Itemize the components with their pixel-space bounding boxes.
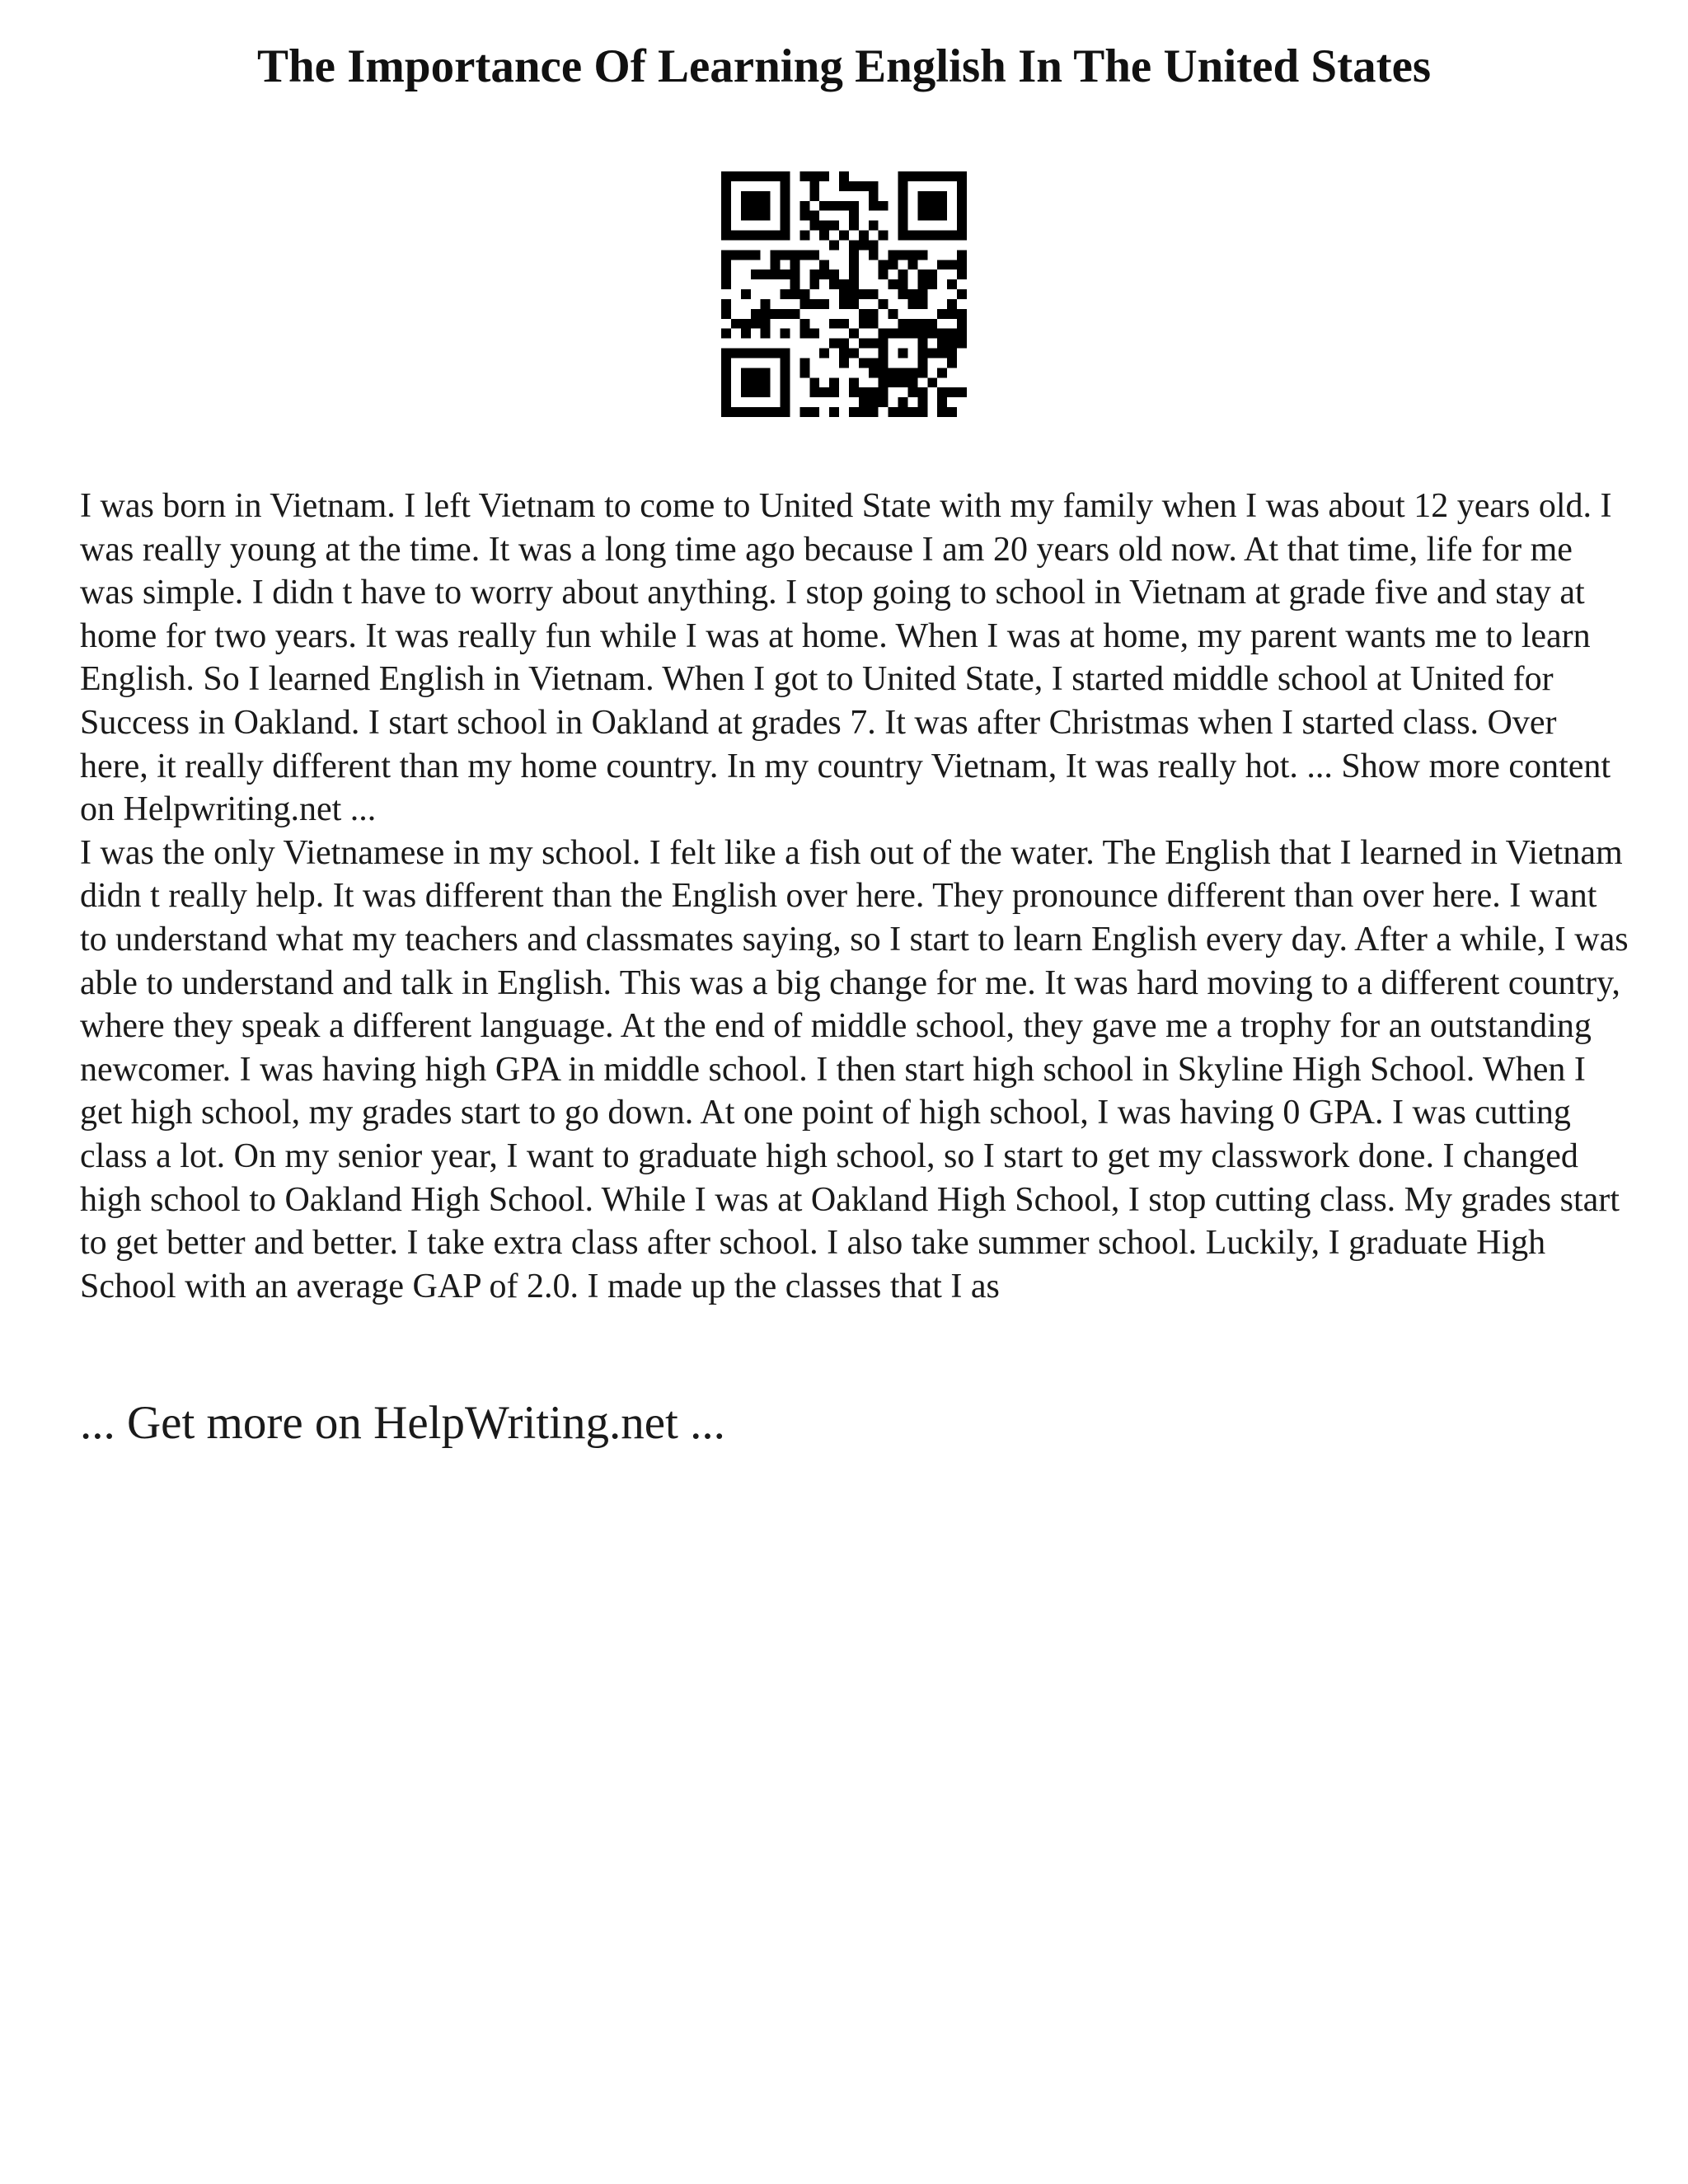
essay-body	[80, 485, 1629, 1308]
qr-code-icon	[721, 171, 967, 417]
paragraph: I was the only Vietnamese in my school. I felt like a fish out of the water. The English that I learned in Vietnam didn t really help. It was different than the English over here. They pronounce different than over here. I want to understand what my teachers and classmates saying, so I start to learn English every day. After a while, I was able to understand and talk in English. This was a big change for me. It was hard moving to a different country, where they speak a different language. At the end of middle school, they gave me a trophy for an outstanding newcomer. I was having high GPA in middle school. I then start high school in Skyline High School. When I get high school, my grades start to go down. At one point of high school, I was having 0 GPA. I was cutting class a lot. On my senior year, I want to graduate high school, so I start to get my classwork done. I changed high school to Oakland High School. While I was at Oakland High School, I stop cutting class. My grades start to get better and better. I take extra class after school. I also take summer school. Luckily, I graduate High School with an average GAP of 2.0. I made up the classes that I as	[80, 833, 1629, 1305]
get-more-link-text: ... Get more on HelpWriting.net ...	[80, 1397, 725, 1449]
page-title: The Importance Of Learning English In The United States	[256, 40, 1432, 92]
paragraph: I was born in Vietnam. I left Vietnam to come to United State with my family when I was about 12 years old. I was really young at the time. It was a long time ago because I am 20 years old now. At that time, life for me was simple. I didn t have to worry about anything. I stop going to school in Vietnam at grade five and stay at home for two years. It was really fun while I was at home. When I was at home, my parent wants me to learn English. So I learned English in Vietnam. When I got to United State, I started middle school at United for Success in Oakland. I start school in Oakland at grades 7. It was after Christmas when I started class. Over here, it really different than my home country. In my country Vietnam, It was really hot. ... Show more content on Helpwriting.net ...	[80, 487, 1612, 829]
